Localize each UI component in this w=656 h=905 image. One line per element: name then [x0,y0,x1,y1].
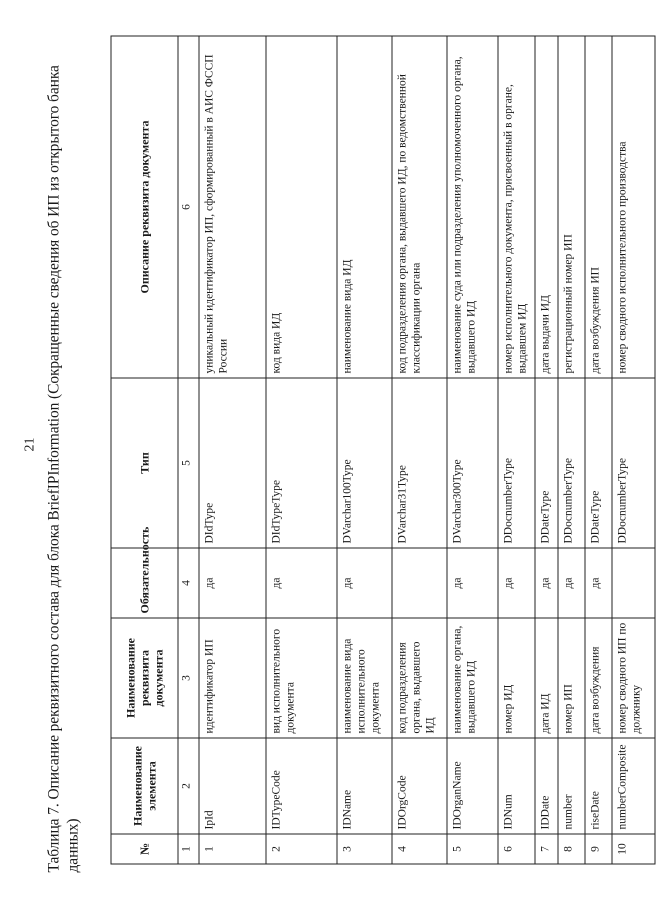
column-number: 2 [178,738,199,834]
requisite-name: вид исполнительного документа [266,618,337,738]
table-header-row [111,36,178,864]
required-flag: да [558,548,585,618]
element-name: IDDate [535,738,558,834]
required-flag [392,548,447,618]
column-number: 4 [178,548,199,618]
required-flag: да [199,548,266,618]
requisite-description: код вида ИД [266,36,337,378]
row-number: 9 [585,834,612,864]
column-number: 6 [178,36,199,378]
row-number: 6 [498,834,535,864]
requisite-description: номер исполнительного документа, присвоенный в органе, выдавшем ИД [498,36,535,378]
requisite-name: идентификатор ИП [199,618,266,738]
requisite-name: дата ИД [535,618,558,738]
column-number: 3 [178,618,199,738]
page-number: 21 [22,437,38,452]
requisite-description: наименование суда или подразделения уполномоченного органа, выдавшего ИД [447,36,498,378]
type-name: DDocnumberType [558,378,585,548]
row-number: 3 [337,834,392,864]
header-element-name: Наименование элемента [111,738,178,834]
header-num: № [111,834,178,864]
required-flag [612,548,655,618]
type-name: DVarchar31Type [392,378,447,548]
table-caption: Таблица 7. Описание реквизитного состава для блока BriefIPInformation (Сокращенные сведения об ИП из открытого банка данных) [45,65,82,873]
required-flag: да [337,548,392,618]
element-name: numberComposite [612,738,655,834]
row-number: 7 [535,834,558,864]
requisite-description: дата возбуждения ИП [585,36,612,378]
row-number: 4 [392,834,447,864]
requisite-name: номер сводного ИП по должнику [612,618,655,738]
element-name: number [558,738,585,834]
table-row [585,36,612,864]
element-name: IpId [199,738,266,834]
required-flag: да [447,548,498,618]
element-name: riseDate [585,738,612,834]
table-row [266,36,337,864]
table-row [392,36,447,864]
row-number: 2 [266,834,337,864]
header-type: Тип [111,378,178,548]
element-name: IDTypeCode [266,738,337,834]
element-name: IDNum [498,738,535,834]
row-number: 10 [612,834,655,864]
table-row [612,36,655,864]
required-flag: да [266,548,337,618]
requisite-description: наименование вида ИД [337,36,392,378]
table-row [337,36,392,864]
column-number: 1 [178,834,199,864]
type-name: DDocnumberType [498,378,535,548]
requisite-description: номер сводного исполнительного производства [612,36,655,378]
type-name: DVarchar300Type [447,378,498,548]
document-page [1,0,641,905]
requisite-name: наименование вида исполнительного документа [337,618,392,738]
row-number: 8 [558,834,585,864]
type-name: DDateType [585,378,612,548]
element-name: IDOrganName [447,738,498,834]
requisite-name: номер ИП [558,618,585,738]
element-name: IDOrgCode [392,738,447,834]
required-flag: да [535,548,558,618]
table-row [447,36,498,864]
row-number: 5 [447,834,498,864]
requisite-description: дата выдачи ИД [535,36,558,378]
row-number: 1 [199,834,266,864]
element-name: IDName [337,738,392,834]
requisite-name: дата возбуждения [585,618,612,738]
type-name: DDateType [535,378,558,548]
header-required: Обязательность [111,548,178,618]
required-flag: да [585,548,612,618]
requisite-name: номер ИД [498,618,535,738]
table-row [535,36,558,864]
requisite-name: наименование органа, выдавшего ИД [447,618,498,738]
type-name: DVarchar100Type [337,378,392,548]
column-number: 5 [178,378,199,548]
table-row [558,36,585,864]
requisite-name: код подразделения органа, выдавшего ИД [392,618,447,738]
type-name: DDocnumberType [612,378,655,548]
table-row [199,36,266,864]
requisite-description: код подразделения органа, выдавшего ИД, по ведомственной классификации органа [392,36,447,378]
requisites-table [111,36,656,865]
requisite-description: регистрационный номер ИП [558,36,585,378]
table-row [498,36,535,864]
type-name: DIdTypeType [266,378,337,548]
column-number-row [178,36,199,864]
header-description: Описание реквизита документа [111,36,178,378]
requisite-description: уникальный идентификатор ИП, сформированный в АИС ФССП России [199,36,266,378]
header-requisite-name: Наименование реквизита документа [111,618,178,738]
required-flag: да [498,548,535,618]
type-name: DIdType [199,378,266,548]
